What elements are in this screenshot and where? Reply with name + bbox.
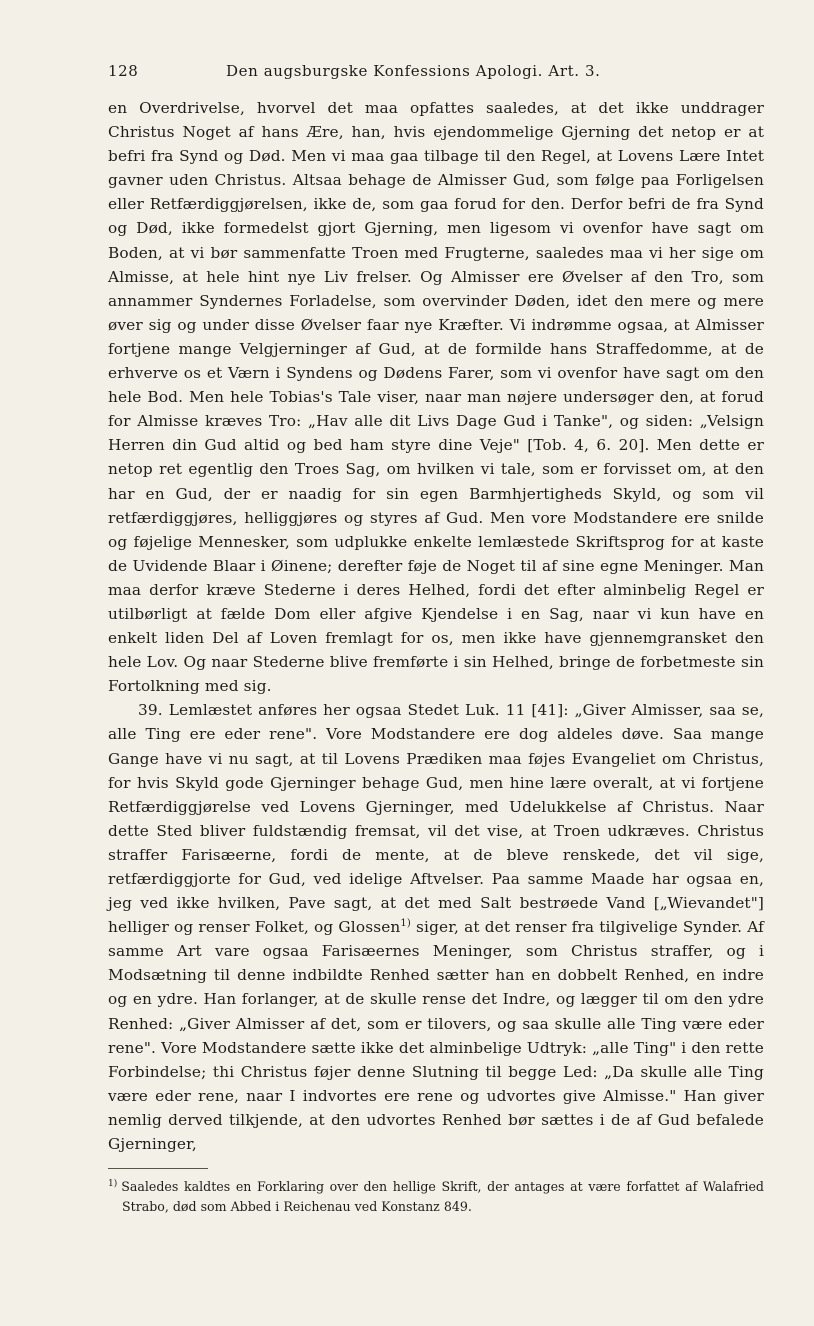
footnote	[108, 1177, 764, 1216]
footnote-divider	[108, 1168, 208, 1169]
page-header	[108, 62, 764, 80]
paragraph: en Overdrivelse, hvorvel det maa opfattes saaledes, at det ikke unddrager Christus Noget af hans Ære, han, hvis ejendommelige Gjerning det netop er at befri fra Synd og Død. Men vi maa gaa tilbage til den Regel, at Lovens Lære Intet gavner uden Christus. Altsaa behage de Almisser Gud, som følge paa Forligelsen eller Retfærdiggjørelsen, ikke de, som gaa forud for den. Derfor befri de fra Synd og Død, ikke formedelst gjort Gjerning, men ligesom vi ovenfor have sagt om Boden, at vi bør sammenfatte Troen med Frugterne, saaledes maa vi her sige om Almisse, at hele hint nye Liv frelser. Og Almisser ere Øvelser af den Tro, som annammer Syndernes Forladelse, som overvinder Døden, idet den mere og mere øver sig og under disse Øvelser faar nye Kræfter. Vi indrømme ogsaa, at Almisser fortjene mange Velgjerninger af Gud, at de formilde hans Straffedomme, at de erhverve os et Værn i Syndens og Dødens Farer, som vi ovenfor have sagt om den hele Bod. Men hele Tobias's Tale viser, naar man nøjere undersøger den, at forud for Almisse kræves Tro: „Hav alle dit Livs Dage Gud i Tanke", og siden: „Velsign Herren din Gud altid og bed ham styre dine Veje" [Tob. 4, 6. 20]. Men dette er netop ret egentlig den Troes Sag, om hvilken vi tale, som er forvisset om, at den har en Gud, der er naadig for sin egen Barmhjertigheds Skyld, og som vil retfærdiggjøres, helliggjøres og styres af Gud. Men vore Modstandere ere snilde og føjelige Mennesker, som udplukke enkelte lemlæstede Skriftsprog for at kaste de Uvidende Blaar i Øinene; derefter føje de Noget til af sine egne Meninger. Man maa derfor kræve Stederne i deres Helhed, fordi det efter alminbelig Regel er utilbørligt at fælde Dom eller afgive Kjendelse i en Sag, naar vi kun have en enkelt liden Del af Loven fremlagt for os, men ikke have gjennemgransket den hele Lov. Og naar Stederne blive fremførte i sin Helhed, bringe de forbetmeste sin Fortolkning med sig.	[108, 99, 764, 696]
page-number: 128	[108, 62, 139, 80]
paragraph-text: 39. Lemlæstet anføres her ogsaa Stedet Luk. 11 [41]: „Giver Almisser, saa se, alle Ting ere eder rene". Vore Modstandere ere dog aldeles døve. Saa mange Gange have vi nu sagt, at til Lovens Prædiken maa føjes Evangeliet om Christus, for hvis Skyld gode Gjerninger behage Gud, men hine lære overalt, at vi fortjene Retfærdiggjørelse ved Lovens Gjerninger, med Udelukkelse af Christus. Naar dette Sted bliver fuldstændig fremsat, vil det vise, at Troen udkræves. Christus straffer Farisæerne, fordi de mente, at de bleve renskede, det vil sige, retfærdiggjorte for Gud, ved idelige Aftvelser. Paa samme Maade har ogsaa en, jeg ved ikke hvilken, Pave sagt, at det med Salt bestrøede Vand [„Wievandet"] helliger og renser Folket, og Glossen	[108, 701, 764, 937]
paragraph-39	[108, 698, 764, 1156]
body-text	[108, 96, 764, 1156]
running-title: Den augsburgske Konfessions Apologi. Art. 3.	[226, 62, 601, 80]
footnote-reference[interactable]: 1)	[400, 918, 411, 930]
paragraph-text: siger, at det renser fra tilgivelige Synder. Af samme Art vare ogsaa Farisæernes Meninger, som Christus straffer, og i Modsætning til denne indbildte Renhed sætter han en dobbelt Renhed, en indre og en ydre. Han forlanger, at de skulle rense det Indre, og lægger til om den ydre Renhed: „Giver Almisser af det, som er tilovers, og saa skulle alle Ting være eder rene". Vore Modstandere sætte ikke det alminbelige Udtryk: „alle Ting" i den rette Forbindelse; thi Christus føjer denne Slutning til begge Led: „Da skulle alle Ting være eder rene, naar I indvortes ere rene og udvortes give Almisse." Han giver nemlig derved tilkjende, at den udvortes Renhed bør sættes i de af Gud befalede Gjerninger,	[108, 918, 764, 1154]
footnote-mark: 1)	[108, 1178, 118, 1189]
footnote-text: Saaledes kaldtes en Forklaring over den hellige Skrift, der antages at være forfattet af Walafried Strabo, død som Abbed i Reichenau ved Konstanz 849.	[121, 1179, 764, 1214]
